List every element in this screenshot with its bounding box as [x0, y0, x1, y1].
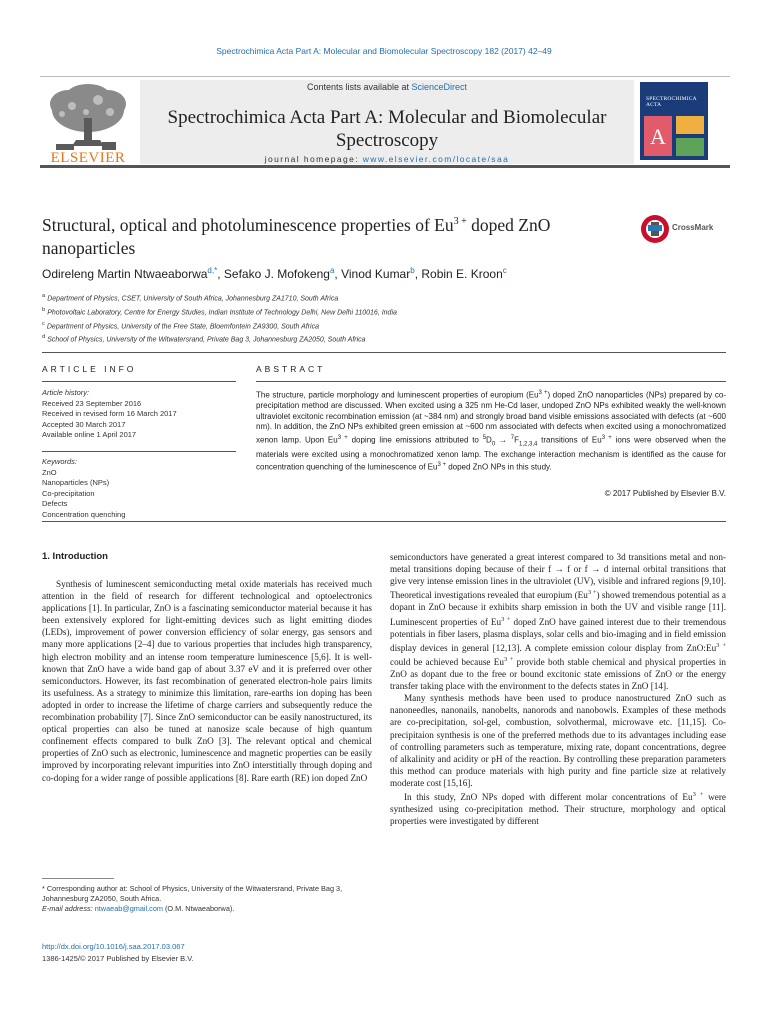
- homepage-prefix: journal homepage:: [264, 154, 363, 164]
- section-heading-introduction: 1. Introduction: [42, 551, 108, 562]
- body-paragraph: In this study, ZnO NPs doped with different molar concentrations of $Eu^{3 +}$ were synthesized using co-precipitation method. Their structure, morphology and optical properties were investigated by different: [390, 791, 727, 827]
- author-name[interactable]: Odireleng Martin Ntwaeaborwa: [42, 267, 208, 281]
- author-name[interactable]: Sefako J. Mofokeng: [223, 267, 330, 281]
- history-item: Available online 1 April 2017: [42, 430, 137, 439]
- history-item: Received in revised form 16 March 2017: [42, 409, 177, 418]
- affiliation-list: [42, 291, 722, 346]
- keyword-item: Co-precipitation: [42, 488, 95, 498]
- homepage-link[interactable]: www.elsevier.com/locate/saa: [362, 154, 510, 164]
- keywords-label: Keywords:: [42, 457, 78, 466]
- keywords: [42, 457, 236, 520]
- history-item: Received 23 September 2016: [42, 398, 142, 408]
- author-name[interactable]: Vinod Kumar: [341, 267, 411, 281]
- affiliation-item: [42, 305, 722, 319]
- author-affiliation-mark[interactable]: d,*: [207, 266, 218, 275]
- author-affiliation-mark[interactable]: b: [410, 266, 415, 275]
- affiliation-key: b: [42, 306, 46, 313]
- keyword-item: ZnO: [42, 467, 57, 477]
- affiliation-text: School of Physics, University of the Witwatersrand, Private Bag 3, Johannesburg ZA2050, South Africa: [47, 336, 366, 344]
- title-text-2: doped ZnO nanoparticles: [42, 214, 551, 258]
- issn-line: 1386-1425/© 2017 Published by Elsevier B.V.: [42, 954, 194, 963]
- divider: [42, 451, 236, 452]
- author-list: Odireleng Martin Ntwaeaborwa$^{d,*}$, Sefako J. Mofokeng$^a$, Vinod Kumar$^b$, Robin E. Kroon$^c$: [42, 266, 507, 281]
- cover-part-letter: A: [650, 124, 666, 149]
- body-column-left: [42, 578, 372, 784]
- affiliation-text: Department of Physics, CSET, University of South Africa, Johannesburg ZA1710, South Africa: [47, 295, 339, 303]
- affiliation-key: a: [42, 293, 46, 299]
- body-paragraph: semiconductors have generated a great interest compared to 3d transitions metal and non-metal transitions doping because of their f → f or f → d internal orbital transitions that give very intense emission lines in the ultraviolet (UV), visible and infrared regions [9,10]. Theoretical investigations revealed that europium $(Eu^{3 +})$ showed tremendous potential as a dopant in ZnO because it exhibits sharp emission in both the UV and visible range [11]. Luminescent properties of $Eu^{3 +}$ doped ZnO have gained interest due to their tremendous potentials in fiber lasers, plasma displays, solar cells and bio-imaging and in field emission display devices in general [12,13]. A complete emission colour display from $ZnO:Eu^{3 +}$ could be achieved because $Eu^{3 +}$ provide both stable chemical and physical properties in ZnO as dopant due to the free or bound excitonic state emissions of ZnO or the energy transfer taking place with the environment to the defects states in ZnO [14].: [390, 552, 726, 692]
- doi-link[interactable]: http://dx.doi.org/10.1016/j.saa.2017.03.067: [42, 942, 185, 951]
- title-text-1: Structural, optical and photoluminescence properties of Eu: [42, 214, 454, 235]
- abstract-copyright: © 2017 Published by Elsevier B.V.: [604, 489, 726, 498]
- body-paragraph: Many synthesis methods have been used to produce nanostructured ZnO such as nanoneedles, nanonails, nanobelts, nanorods and nanobowls. Examples of these methods are co-precipitation, sol-gel, combustion, solvothermal, microwave etc. [11,15]. Co-precipitaion synthesis is one of the preferred methods due to its advantages including ease of controlling parameters such as temperature, mixing rate, dopant concentrations, degree of alkalinity and acidity or pH of the reaction. By controlling these preparation parameters this method can produce materials with high purity and fine particle size at relatively moderate cost [15,16].: [390, 693, 726, 788]
- divider: [42, 352, 726, 353]
- corresponding-author-footnote: [42, 884, 372, 914]
- keyword-item: Concentration quenching: [42, 509, 126, 519]
- affiliation-text: Photovoltaic Laboratory, Centre for Energy Studies, Indian Institute of Technology Delhi, New Delhi 110016, India: [47, 309, 397, 317]
- author-affiliation-mark[interactable]: c: [502, 266, 507, 275]
- affiliation-key: d: [42, 334, 46, 341]
- journal-cover-thumbnail[interactable]: [640, 82, 708, 160]
- author-affiliation-mark[interactable]: a: [329, 266, 335, 275]
- crossmark-badge[interactable]: [640, 212, 720, 246]
- article-info-heading: ARTICLE INFO: [42, 364, 137, 374]
- running-head[interactable]: Spectrochimica Acta Part A: Molecular and Biomolecular Spectroscopy 182 (2017) 42–49: [216, 46, 552, 56]
- affiliation-text: Department of Physics, University of the Free State, Bloemfontein ZA9300, South Africa: [46, 322, 319, 330]
- history-label: Article history:: [42, 388, 90, 397]
- email-label: E-mail address:: [42, 904, 95, 913]
- history-item: Accepted 30 March 2017: [42, 419, 126, 429]
- article-title: [42, 210, 602, 260]
- affiliation-item: [42, 291, 722, 305]
- affiliation-key: c: [42, 320, 45, 327]
- divider: [42, 521, 726, 522]
- divider: [42, 381, 236, 382]
- keyword-item: Nanoparticles (NPs): [42, 478, 110, 487]
- elsevier-wordmark: ELSEVIER: [50, 150, 126, 166]
- abstract-text: The structure, particle morphology and luminescent properties of europium $(Eu^{3 +})$ doped ZnO nanoparticles (NPs) prepared by co-precipitation method are discussed. When excited using a 325 nm He-Cd laser, undoped ZnO NPs exhibited weakly the well-known ultraviolet excitonic recombination emission (at ~384 nm) and strongly broad band visible emissions associated with defects (at ~600 nm). In addition, the ZnO NPs exhibited green emission at ~600 nm associated with defects when excited using a monochromatized xenon lamp. Upon $Eu^{3 +}$ doping line emissions attributed to $^5D_0 \to ^7F_{1,2,3,4}$ transitions of $Eu^{3 +}$ ions were observed when the materials were excited using a monochromatized xenon lamp. The exchange interaction mechanism is identified as the cause for concentration quenching of the luminescence of $Eu^{3 +}$ doped ZnO NPs in this study.: [256, 390, 726, 473]
- article-history: [42, 388, 236, 441]
- sciencedirect-link[interactable]: ScienceDirect: [411, 82, 468, 92]
- footnote-divider: [42, 878, 114, 879]
- divider: [256, 381, 726, 382]
- cover-title: SPECTROCHIMICA ACTA: [646, 96, 697, 108]
- title-superscript: 3 +: [453, 216, 467, 227]
- crossmark-icon: [640, 214, 670, 244]
- abstract-heading: ABSTRACT: [256, 364, 326, 374]
- crossmark-label: CrossMark: [672, 223, 714, 232]
- cover-artwork: [640, 112, 708, 160]
- author-name[interactable]: Robin E. Kroon: [421, 267, 503, 281]
- email-link[interactable]: ntwaeab@gmail.com: [94, 904, 163, 913]
- journal-homepage: [140, 154, 634, 164]
- affiliation-item: [42, 319, 722, 333]
- journal-title: Spectrochimica Acta Part A: Molecular and Biomolecular Spectroscopy: [167, 107, 607, 151]
- contents-prefix: Contents lists available at: [306, 82, 412, 92]
- body-paragraph: Synthesis of luminescent semiconducting metal oxide materials has received much attention in the field of research for different technological and optoelectronics applications [1]. In particular, ZnO is a fascinating semiconductor material because it has been extensively explored for light-emitting devices such as light emitting diodes (LEDs), improvement of power conversion efficiency of solar energy, gas sensors and many more applications [2–4] due to various properties that includes high transparency, high electron mobility and an intense room temperature luminescence [5,6]. It is well-known that ZnO have a wide band gap of about 3.37 eV and it is preferred over other semiconductors. However, its fast recombination of generated electron-hole pairs limits its usefulness. As a strategy to minimize this limitation, rare-earths ion doping has been adopted in order to increase the lifetime of charge carriers and subsequently reduce the recombination probability [7]. Since ZnO semiconductor can be easily nanostructured, its optical properties can also be tuned at nanosize scale because of high quantum confinement effects compared to bulk ZnO [3]. The relevant optical and chemical properties of ZnO such as electronic, luminescence and magnetic properties can be easily improved by incorporating relevant impurities into ZnO interstitially through doping and co-doping for a wider range of possible applications [8]. Rare earth (RE) ion doped ZnO: [42, 579, 372, 783]
- contents-line: [140, 82, 634, 92]
- keyword-item: Defects: [42, 499, 68, 508]
- body-column-right: [390, 551, 726, 827]
- footnote-corresponding: * Corresponding author at: School of Physics, University of the Witwatersrand, Private Bag 3, Johannesburg ZA2050, South Africa.: [42, 884, 343, 903]
- affiliation-item: [42, 332, 722, 346]
- email-suffix: (O.M. Ntwaeaborwa).: [162, 904, 235, 913]
- footnote-email-line: [42, 904, 372, 914]
